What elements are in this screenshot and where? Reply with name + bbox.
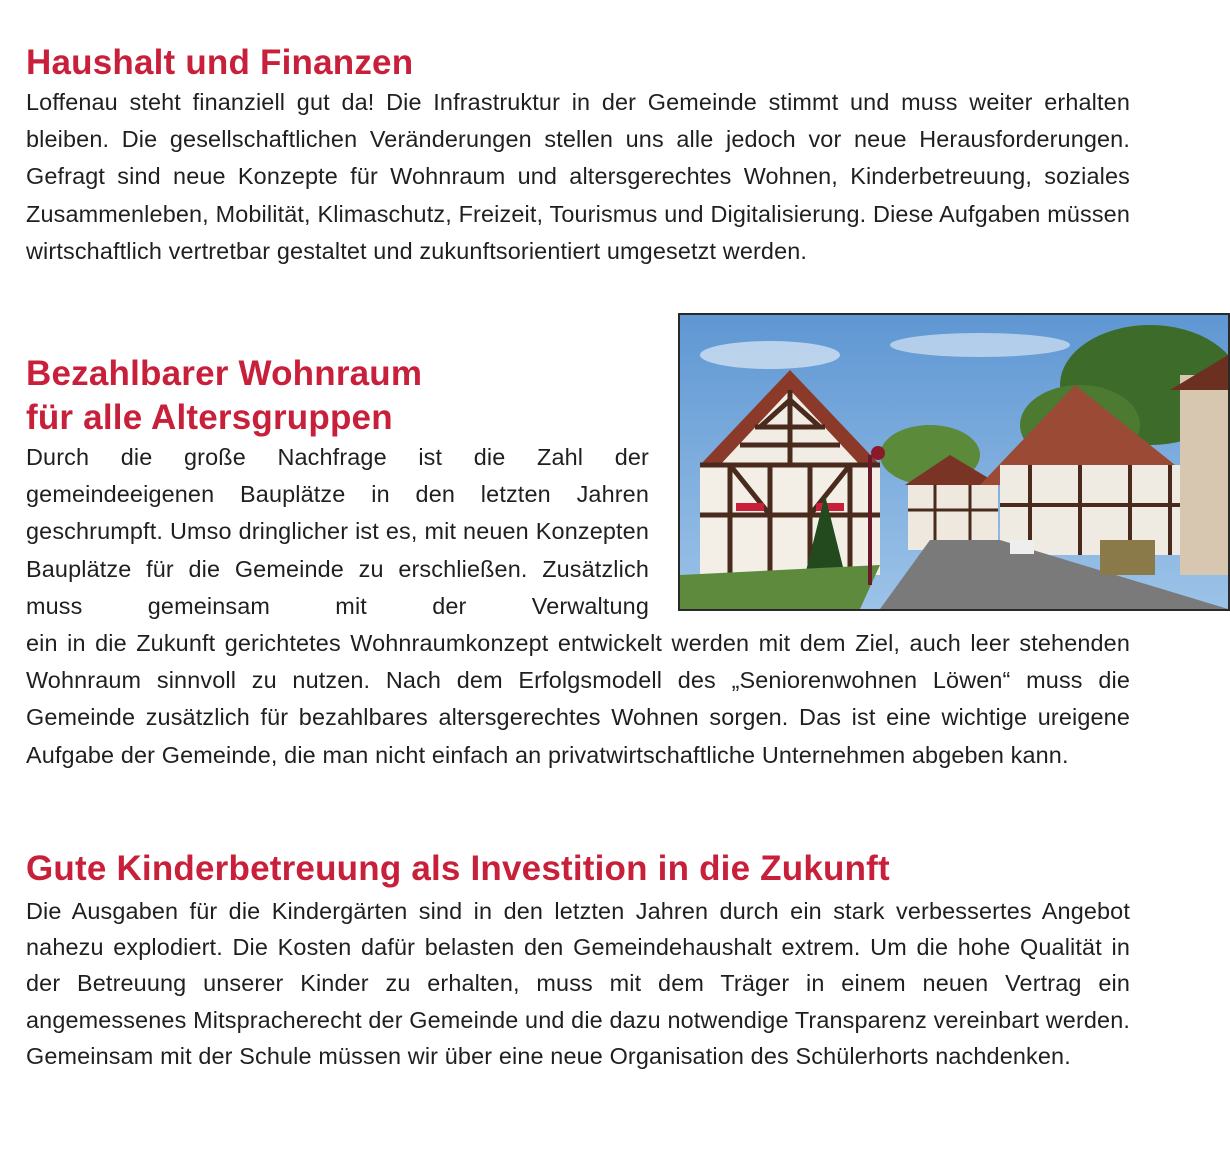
- heading-line-2: für alle Altersgruppen: [26, 398, 393, 437]
- heading-kinderbetreuung: Gute Kinderbetreuung als Investition in die Zukunft: [26, 849, 890, 888]
- heading-line-1: Bezahlbarer Wohnraum: [26, 354, 423, 393]
- heading-bezahlbarer-wohnraum: [26, 352, 646, 440]
- section-kinderbetreuung: [26, 848, 1130, 1074]
- paragraph-kinderbetreuung: Die Ausgaben für die Kindergärten sind in den letzten Jahren durch ein stark verbessertes Angebot nahezu explodiert. Die Kosten dafür belasten den Gemeindehaushalt extrem. Um die hohe Qualität in der Betreuung unserer Kinder zu erhalten, muss mit dem Träger in einem neuen Vertrag ein angemessenes Mitspracherecht der Gemeinde und die dazu notwendige Transparenz vereinbart werden. Gemeinsam mit der Schule müssen wir über eine neue Organisation des Schülerhorts nachdenken.: [26, 898, 1131, 1069]
- paragraph-wohnraum-part1: Durch die große Nachfrage ist die Zahl der gemeindeeigenen Bauplätze in den letzten Jahren geschrumpft. Umso dringlicher ist es, mit neuen Konzepten Bauplätze für die Gemeinde zu erschließen. Zusätzlich muss gemeinsam mit der Verwaltung: [26, 444, 649, 619]
- paragraph-haushalt-finanzen: Loffenau steht finanziell gut da! Die Infrastruktur in der Gemeinde stimmt und muss weiter erhalten bleiben. Die gesellschaftlichen Veränderungen stellen uns alle jedoch vor neue Herausforderungen. Gefragt sind neue Konzepte für Wohnraum und altersgerechtes Wohnen, Kinderbetreuung, soziales Zusammenleben, Mobilität, Klimaschutz, Freizeit, Tourismus und Digitalisierung. Diese Aufgaben müssen wirtschaftlich vertretbar gestaltet und zukunftsorientiert umgesetzt werden.: [26, 89, 1130, 264]
- paragraph-wohnraum-part2: ein in die Zukunft gerichtetes Wohnraumkonzept entwickelt werden mit dem Ziel, auch leer stehenden Wohnraum sinnvoll zu nutzen. Nach dem Erfolgsmodell des „Seniorenwohnen Löwen“ muss die Gemeinde zusätzlich für bezahlbares altersgerechtes Wohnen sorgen. Das ist eine wichtige ureigene Aufgabe der Gemeinde, die man nicht einfach an privatwirtschaftliche Unternehmen abgeben kann.: [26, 630, 1130, 768]
- heading-haushalt-finanzen: Haushalt und Finanzen: [26, 43, 414, 82]
- section-bezahlbarer-wohnraum: [26, 352, 1130, 774]
- section-haushalt-finanzen: [26, 42, 1130, 270]
